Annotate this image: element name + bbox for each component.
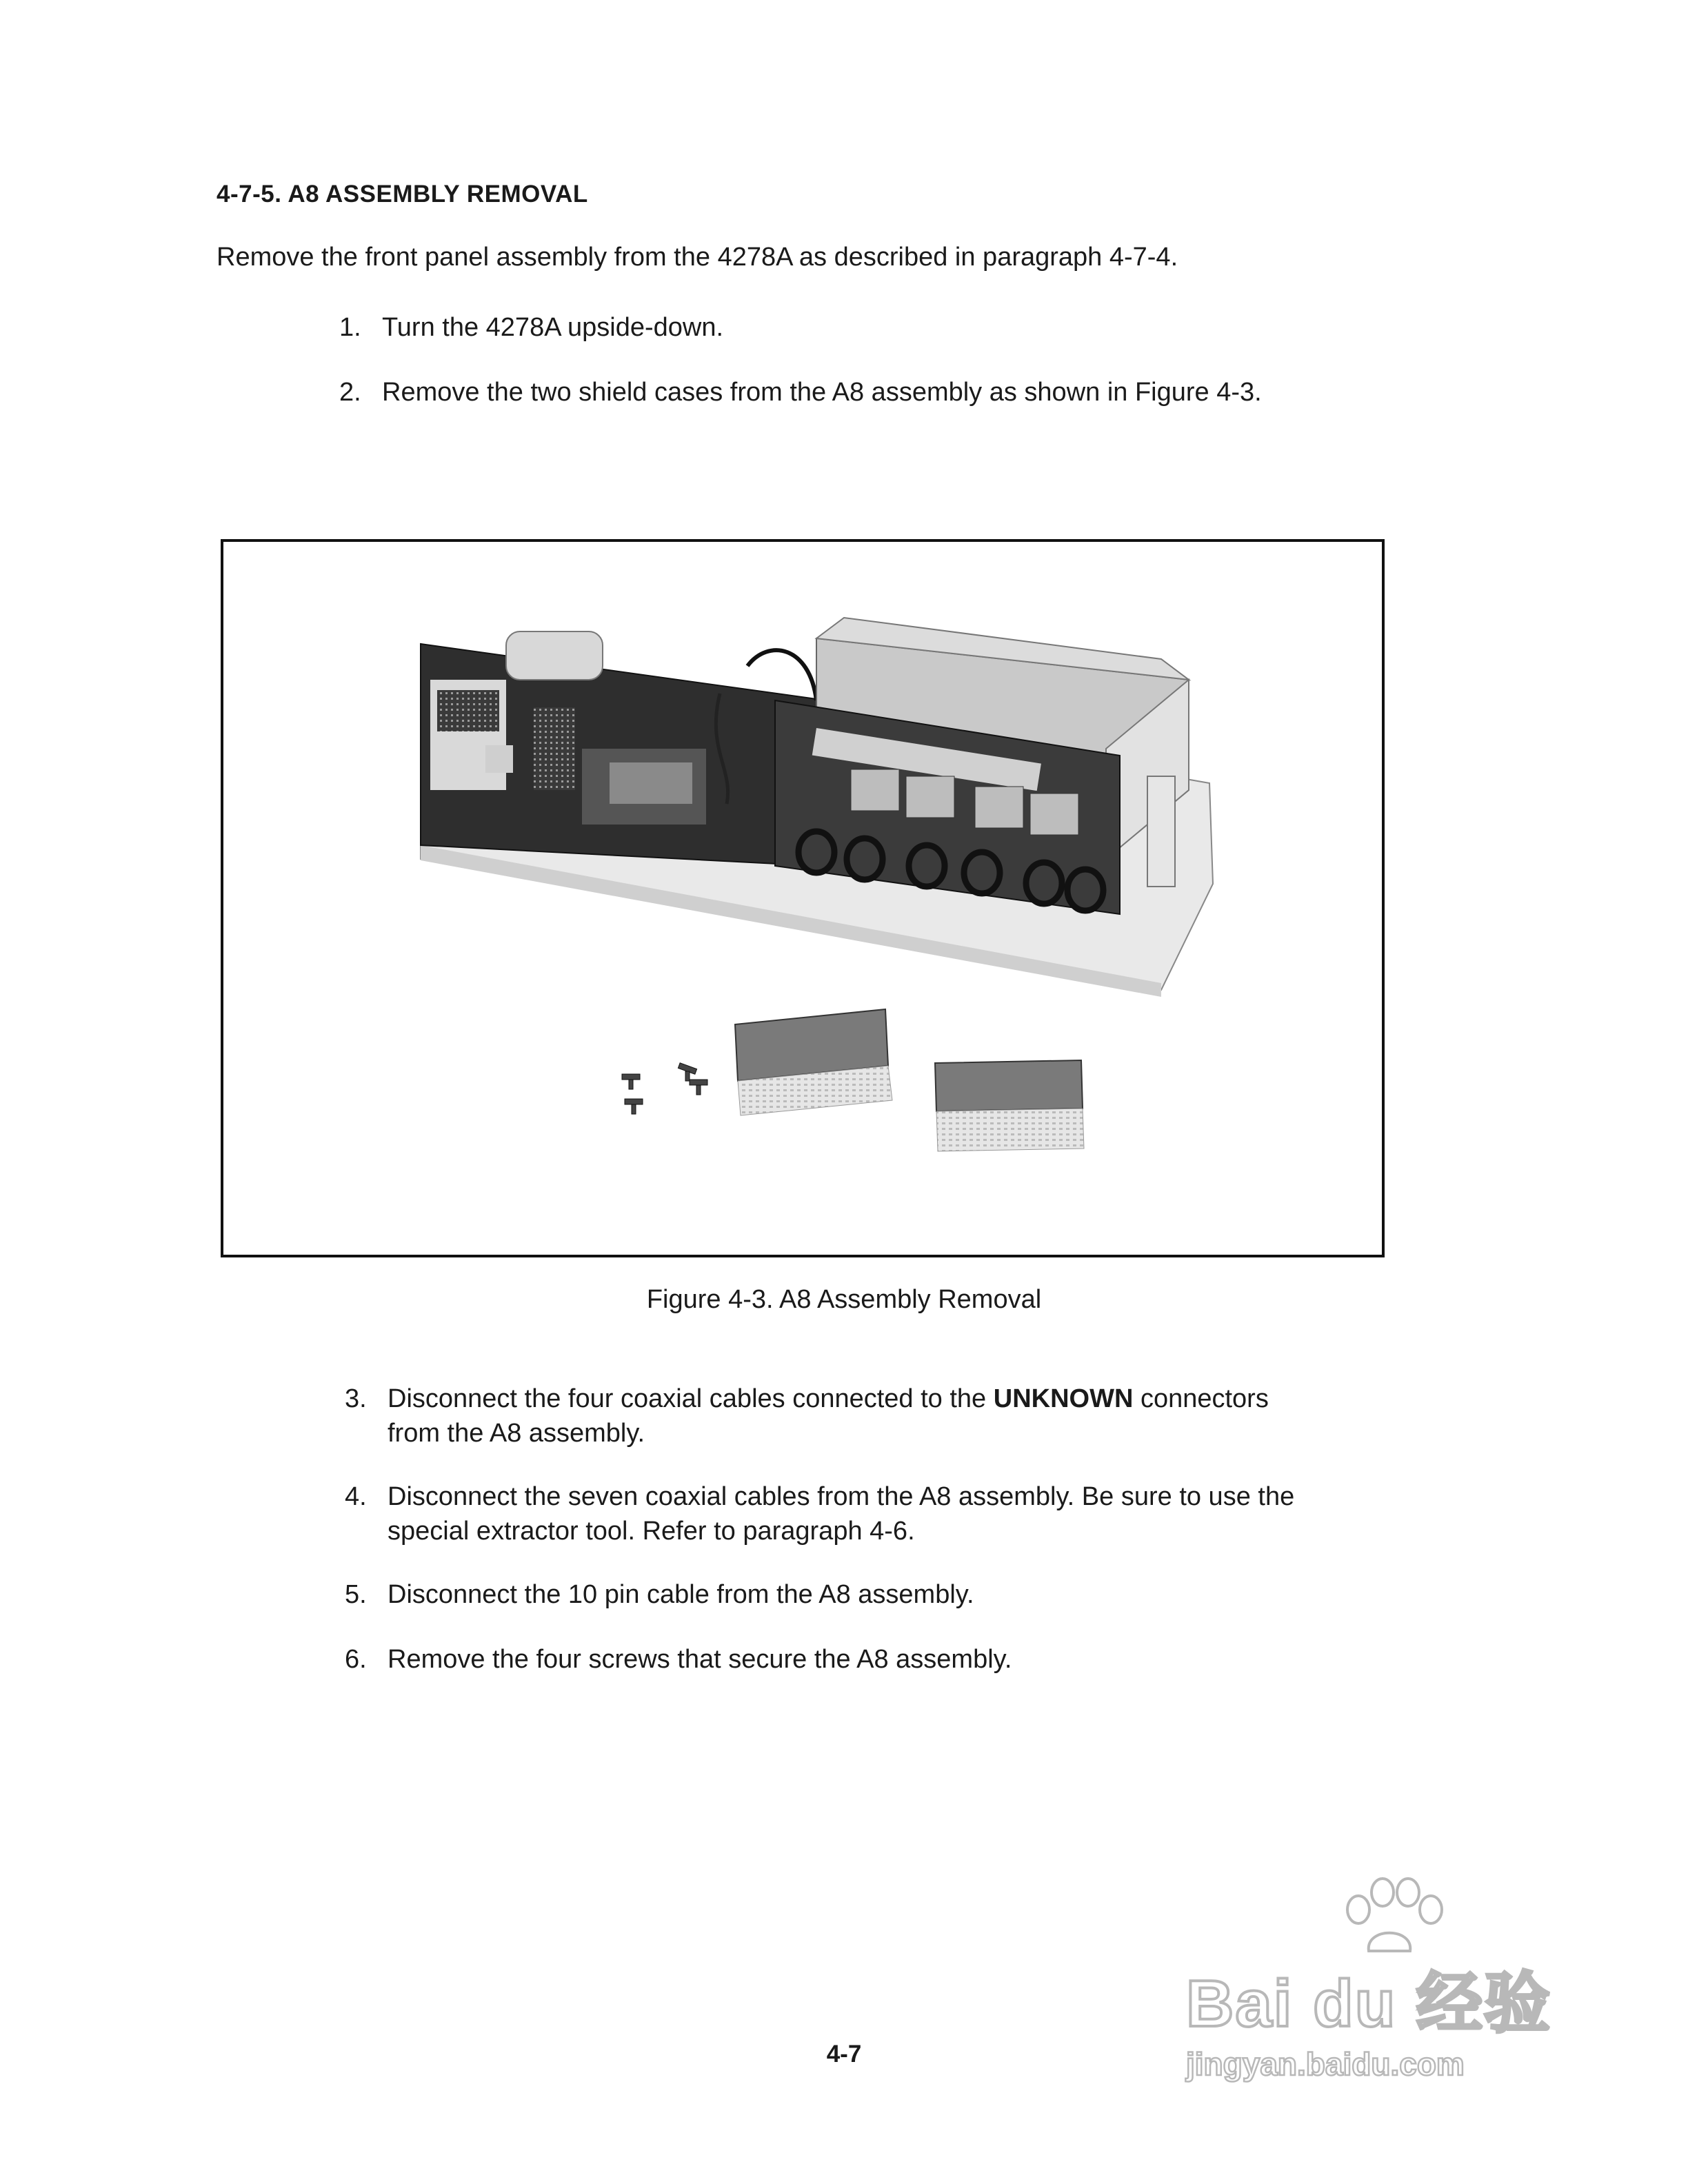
step-number: 4.: [345, 1482, 367, 1511]
step-number: 2.: [339, 378, 361, 407]
step-text: Disconnect the 10 pin cable from the A8 assembly.: [388, 1580, 974, 1609]
step-1: [339, 310, 1443, 345]
figure-frame: [221, 539, 1385, 1257]
step-text: Disconnect the seven coaxial cables from the A8 assembly. Be sure to use the: [388, 1482, 1295, 1511]
step-number: 1.: [339, 313, 361, 342]
a8-assembly-photo: [223, 542, 1382, 1255]
step-number: 6.: [345, 1645, 367, 1674]
removed-screws: [622, 1063, 707, 1114]
removed-shield-case-2: [935, 1060, 1084, 1151]
intro-paragraph: Remove the front panel assembly from the 4278A as described in paragraph 4-7-4.: [217, 243, 1178, 272]
step-text-cont: connectors: [1133, 1384, 1269, 1413]
step-2: [339, 375, 1443, 410]
figure-caption: Figure 4-3. A8 Assembly Removal: [646, 1285, 1042, 1314]
step-text: Remove the four screws that secure the A8 assembly.: [388, 1645, 1012, 1674]
page-number: 4-7: [826, 2041, 862, 2067]
step-5: [345, 1577, 1420, 1612]
step-text: Turn the 4278A upside-down.: [382, 313, 724, 342]
watermark-url: jingyan.baidu.com: [1186, 2046, 1465, 2082]
section-heading: 4-7-5. A8 ASSEMBLY REMOVAL: [217, 181, 588, 208]
paw-logo-icon: [1331, 1875, 1448, 1965]
step-number: 3.: [345, 1384, 367, 1413]
step-text: Disconnect the four coaxial cables connected to the: [388, 1384, 994, 1413]
unknown-connector-label: UNKNOWN: [993, 1384, 1134, 1413]
step-4: [345, 1479, 1420, 1548]
step-text-line2: from the A8 assembly.: [388, 1419, 645, 1448]
step-text: Remove the two shield cases from the A8 assembly as shown in Figure 4-3.: [382, 378, 1262, 407]
step-text-line2: special extractor tool. Refer to paragraph 4-6.: [388, 1517, 915, 1546]
removed-shield-case-1: [735, 1009, 892, 1115]
step-6: [345, 1642, 1420, 1677]
baidu-watermark: [1186, 1951, 1572, 2110]
watermark-logo: Bai du 经验: [1186, 1967, 1552, 2041]
step-3: [345, 1382, 1420, 1450]
step-number: 5.: [345, 1580, 367, 1609]
